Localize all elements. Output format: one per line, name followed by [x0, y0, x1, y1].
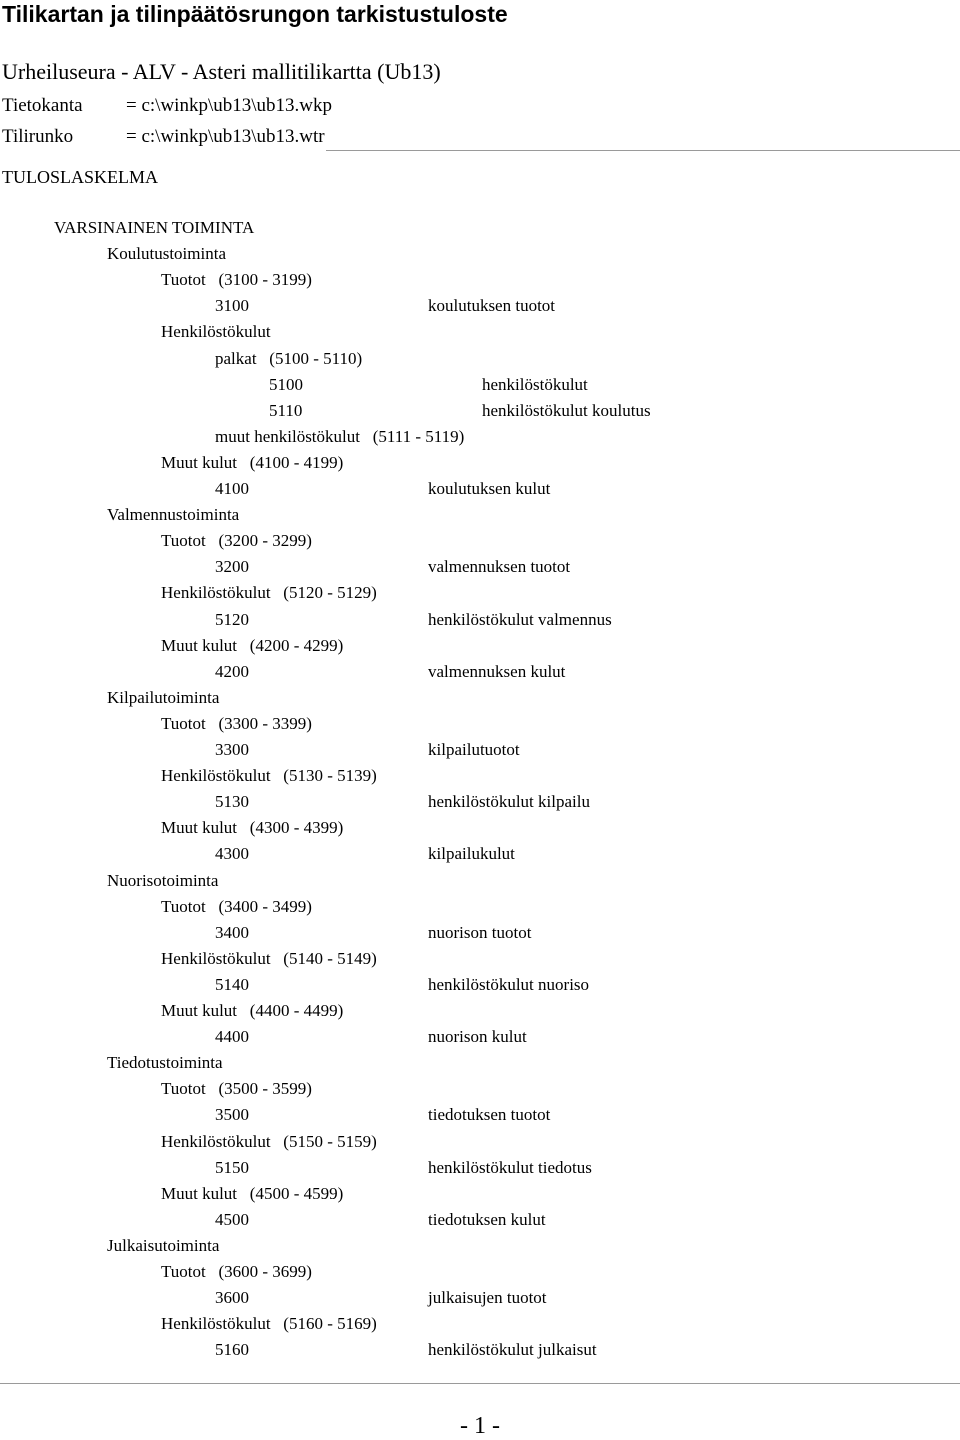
- account-number: 3200: [215, 557, 249, 576]
- account-name: henkilöstökulut nuoriso: [428, 975, 590, 994]
- group-heading: Henkilöstökulut: [161, 322, 271, 341]
- account-number: 3600: [215, 1288, 249, 1307]
- group-heading: Muut kulut (4300 - 4399): [161, 818, 344, 837]
- group-heading: Koulutustoiminta: [107, 244, 226, 263]
- account-number: 4500: [215, 1210, 249, 1229]
- account-number: 4100: [215, 479, 249, 498]
- account-name: valmennuksen kulut: [428, 662, 566, 681]
- account-number: 3400: [215, 923, 249, 942]
- account-number: 5150: [215, 1158, 249, 1177]
- group-heading: Muut kulut (4400 - 4499): [161, 1001, 344, 1020]
- footer-rule: [0, 1383, 960, 1384]
- page-number: - 1 -: [460, 1413, 500, 1439]
- account-number: 3300: [215, 740, 249, 759]
- account-number: 5110: [269, 401, 303, 420]
- account-name: nuorison tuotot: [428, 923, 532, 942]
- group-heading: Tuotot (3200 - 3299): [161, 531, 312, 550]
- group-heading: Henkilöstökulut (5130 - 5139): [161, 766, 377, 785]
- group-heading: Henkilöstökulut (5120 - 5129): [161, 583, 377, 602]
- group-heading: Tiedotustoiminta: [107, 1053, 223, 1072]
- group-heading: Muut kulut (4500 - 4599): [161, 1184, 344, 1203]
- account-number: 5100: [269, 375, 303, 394]
- account-name: henkilöstökulut valmennus: [428, 610, 612, 629]
- account-number: 3500: [215, 1105, 249, 1124]
- report-title: Tilikartan ja tilinpäätösrungon tarkistustuloste: [2, 1, 508, 27]
- account-name: tiedotuksen kulut: [428, 1210, 546, 1229]
- account-name: valmennuksen tuotot: [428, 557, 571, 576]
- header-rule: [326, 150, 960, 151]
- group-heading: Tuotot (3500 - 3599): [161, 1079, 312, 1098]
- group-heading: palkat (5100 - 5110): [215, 349, 363, 368]
- group-heading: Julkaisutoiminta: [107, 1236, 220, 1255]
- chart-label: Tilirunko: [2, 126, 74, 147]
- account-number: 4400: [215, 1027, 249, 1046]
- group-heading: Muut kulut (4100 - 4199): [161, 453, 344, 472]
- account-number: 5130: [215, 792, 249, 811]
- group-heading: Henkilöstökulut (5150 - 5159): [161, 1132, 377, 1151]
- account-number: 5120: [215, 610, 249, 629]
- account-name: kilpailutuotot: [428, 740, 520, 759]
- account-name: koulutuksen kulut: [428, 479, 551, 498]
- group-heading: muut henkilöstökulut (5111 - 5119): [215, 427, 465, 446]
- group-heading: Henkilöstökulut (5160 - 5169): [161, 1314, 377, 1333]
- account-name: kilpailukulut: [428, 844, 515, 863]
- account-name: henkilöstökulut koulutus: [482, 401, 651, 420]
- group-heading: VARSINAINEN TOIMINTA: [54, 218, 255, 237]
- account-name: nuorison kulut: [428, 1027, 527, 1046]
- account-number: 3100: [215, 296, 249, 315]
- group-heading: Valmennustoiminta: [107, 505, 240, 524]
- group-heading: Tuotot (3100 - 3199): [161, 270, 312, 289]
- account-name: tiedotuksen tuotot: [428, 1105, 551, 1124]
- account-name: henkilöstökulut: [482, 375, 588, 394]
- group-heading: Nuorisotoiminta: [107, 871, 219, 890]
- report-subtitle: Urheiluseura - ALV - Asteri mallitilikartta (Ub13): [2, 59, 441, 84]
- account-name: koulutuksen tuotot: [428, 296, 556, 315]
- account-number: 5140: [215, 975, 249, 994]
- group-heading: Muut kulut (4200 - 4299): [161, 636, 344, 655]
- group-heading: Henkilöstökulut (5140 - 5149): [161, 949, 377, 968]
- account-number: 5160: [215, 1340, 249, 1359]
- database-path: = c:\winkp\ub13\ub13.wkp: [126, 95, 332, 116]
- group-heading: Tuotot (3400 - 3499): [161, 897, 312, 916]
- account-number: 4200: [215, 662, 249, 681]
- group-heading: Kilpailutoiminta: [107, 688, 220, 707]
- account-name: henkilöstökulut tiedotus: [428, 1158, 592, 1177]
- section-heading: TULOSLASKELMA: [2, 167, 158, 187]
- account-number: 4300: [215, 844, 249, 863]
- account-name: henkilöstökulut kilpailu: [428, 792, 590, 811]
- group-heading: Tuotot (3600 - 3699): [161, 1262, 312, 1281]
- database-label: Tietokanta: [2, 95, 83, 116]
- account-name: julkaisujen tuotot: [428, 1288, 547, 1307]
- chart-path: = c:\winkp\ub13\ub13.wtr: [126, 126, 325, 147]
- group-heading: Tuotot (3300 - 3399): [161, 714, 312, 733]
- account-name: henkilöstökulut julkaisut: [428, 1340, 597, 1359]
